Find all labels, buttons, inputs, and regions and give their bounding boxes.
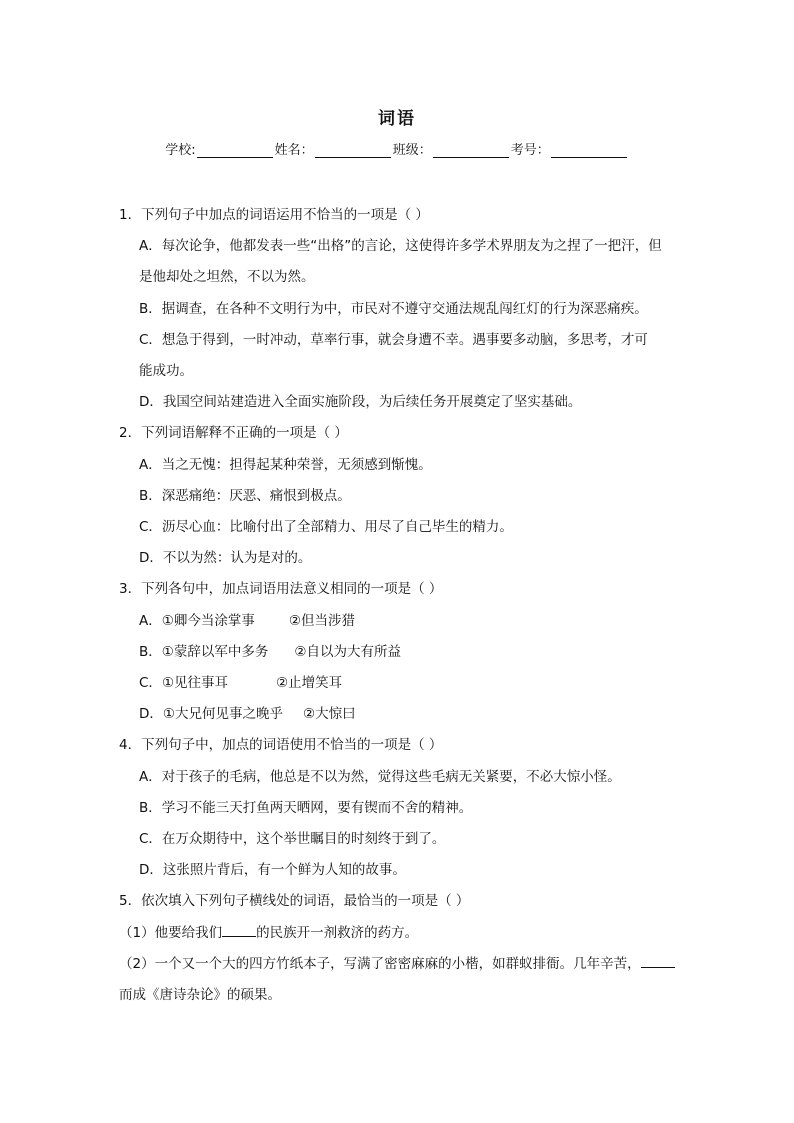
question-3-option-d xyxy=(119,699,679,730)
option-second-sentence: ②大惊曰 xyxy=(303,706,356,723)
option-first-sentence: ①卿今当涂掌事 xyxy=(161,612,255,629)
question-2-option-c: C．沥尽心血：比喻付出了全部精力、用尽了自己毕生的精力。 xyxy=(139,519,513,536)
school-field xyxy=(165,139,272,158)
question-2-option-a: A．当之无愧：担得起某种荣誉，无须感到惭愧。 xyxy=(139,456,432,473)
question-5-sentence-2-line2: 而成《唐诗杂论》的硕果。 xyxy=(119,987,281,1004)
question-1-option-a-line1: A．每次论争，他都发表一些“出格”的言论，这使得许多学术界朋友为之捏了一把汗，但 xyxy=(139,238,662,255)
question-3-stem: 3．下列各句中，加点词语用法意义相同的一项是（ ） xyxy=(119,581,443,598)
question-3-option-c xyxy=(119,668,679,699)
question-1-stem: 1．下列句子中加点的词语运用不恰当的一项是（ ） xyxy=(119,207,429,223)
question-3-option-a xyxy=(119,606,679,637)
sentence-2-text: （2）一个又一个大的四方竹纸本子，写满了密密麻麻的小楷，如群蚁排衙。几年辛苦， xyxy=(119,955,641,972)
class-blank xyxy=(433,143,509,158)
question-4-option-c: C．在万众期待中，这个举世瞩目的时刻终于到了。 xyxy=(139,831,446,848)
option-second-sentence: ②止增笑耳 xyxy=(276,675,343,692)
question-1-option-a-line2: 是他却处之坦然，不以为然。 xyxy=(139,269,315,286)
class-field xyxy=(393,139,509,158)
question-1-option-c-line2: 能成功。 xyxy=(139,363,193,380)
question-2-option-d: D．不以为然：认为是对的。 xyxy=(139,550,312,567)
school-label: 学校: xyxy=(165,143,196,158)
question-2-option-b: B．深恶痛绝：厌恶、痛恨到极点。 xyxy=(139,487,351,504)
option-first-sentence: ①见往事耳 xyxy=(161,675,229,692)
question-1-option-c-line1: C．想急于得到，一时冲动，草率行事，就会身遭不幸。遇事要多动脑，多思考，才可 xyxy=(139,331,648,348)
page-title: 词语 xyxy=(378,109,416,129)
option-first-sentence: ①蒙辞以军中多务 xyxy=(161,643,269,660)
question-4-option-a: A．对于孩子的毛病，他总是不以为然，觉得这些毛病无关紧要，不必大惊小怪。 xyxy=(139,768,621,785)
exam-no-blank xyxy=(551,143,627,158)
option-label: A． xyxy=(139,612,162,629)
question-2-stem: 2．下列词语解释不正确的一项是（ ） xyxy=(119,425,348,442)
option-first-sentence: ①大兄何见事之晚乎 xyxy=(162,706,284,723)
question-1-option-d: D．我国空间站建造进入全面实施阶段，为后续任务开展奠定了坚实基础。 xyxy=(139,394,582,411)
exam-no-label: 考号： xyxy=(510,143,550,158)
name-field xyxy=(275,139,391,158)
option-label: C． xyxy=(139,675,162,692)
school-blank xyxy=(197,143,273,158)
sentence-1-after: 的民族开一剂救济的药方。 xyxy=(256,924,419,941)
question-1-option-b: B．据调查，在各种不文明行为中，市民对不遵守交通法规乱闯红灯的行为深恶痛疾。 xyxy=(139,300,648,317)
option-second-sentence: ②自以为大有所益 xyxy=(294,643,401,660)
question-4-stem: 4．下列句子中，加点的词语使用不恰当的一项是（ ） xyxy=(119,737,443,754)
question-3-option-b xyxy=(119,637,679,668)
fill-blank-2[interactable] xyxy=(641,953,675,968)
question-list xyxy=(119,200,679,1011)
question-4-option-b: B．学习不能三天打鱼两天晒网，要有锲而不舍的精神。 xyxy=(139,799,473,816)
question-5-sentence-1 xyxy=(119,918,679,949)
option-label: D． xyxy=(139,706,163,723)
option-label: B． xyxy=(139,643,162,660)
name-blank xyxy=(315,143,391,158)
class-label: 班级： xyxy=(392,143,432,158)
question-5-stem: 5．依次填入下列句子横线处的词语，最恰当的一项是（ ） xyxy=(119,893,470,910)
sentence-1-before: （1）他要给我们 xyxy=(119,924,223,941)
name-label: 姓名： xyxy=(274,143,314,158)
question-4-option-d: D．这张照片背后，有一个鲜为人知的故事。 xyxy=(139,862,406,879)
student-info-header xyxy=(0,139,794,158)
question-5-sentence-2-line1 xyxy=(119,949,679,980)
fill-blank-1[interactable] xyxy=(222,922,256,937)
option-second-sentence: ②但当涉猎 xyxy=(288,612,355,629)
exam-no-field xyxy=(511,139,627,158)
